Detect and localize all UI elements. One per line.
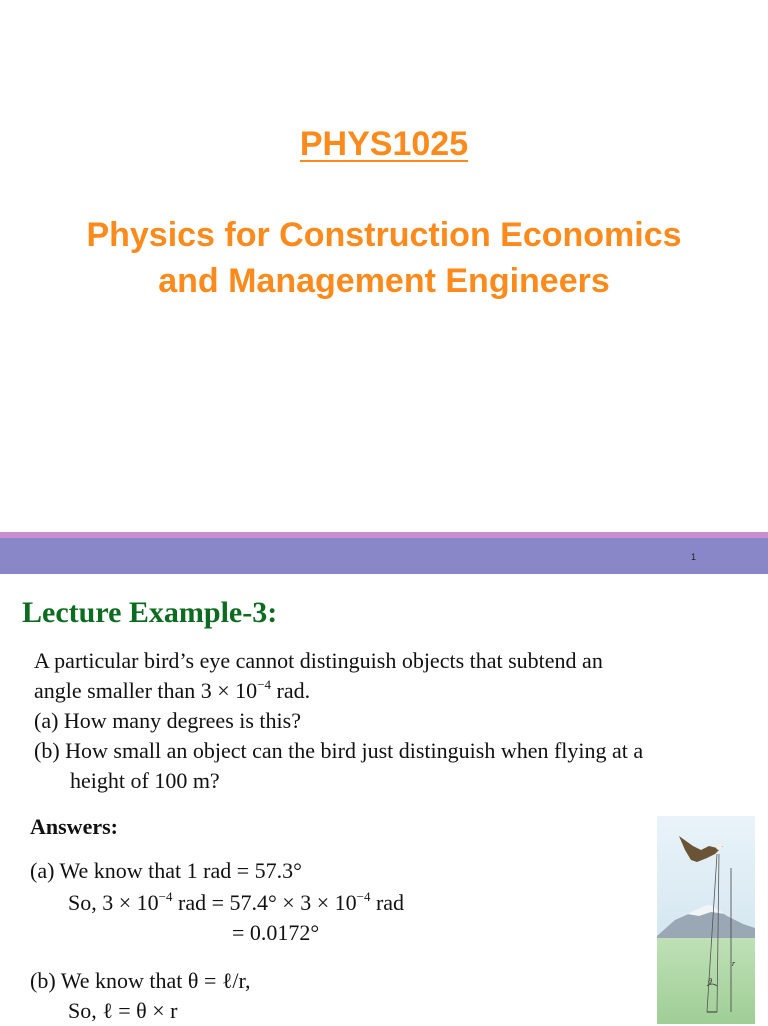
theta-label: θ <box>708 977 712 986</box>
course-title-line-2: and Management Engineers <box>158 262 610 300</box>
example-title: Lecture Example-3: <box>22 596 278 629</box>
r-label: r <box>732 959 736 968</box>
question-part-a: (a) How many degrees is this? <box>34 708 301 733</box>
course-title <box>0 212 768 304</box>
answer-b-line-1: (b) We know that θ = ℓ/r, <box>30 968 251 993</box>
example-slide <box>0 574 768 1024</box>
course-title-line-1: Physics for Construction Economics <box>86 216 682 254</box>
footer-band <box>0 538 768 574</box>
grass-field <box>657 938 755 1024</box>
bird-head <box>716 844 722 850</box>
question-part-b-line-2: height of 100 m? <box>70 768 220 793</box>
bird-illustration <box>657 816 755 1024</box>
question-part-b-line-1: (b) How small an object can the bird just distinguish when flying at a <box>34 738 644 763</box>
course-code: PHYS1025 <box>299 125 469 163</box>
answer-a-line-2: So, $3 \times 10^{-4}$ rad = $57.4^\circ \times 3 \times 10^{-4}$ rad <box>68 889 405 915</box>
page-number: 1 <box>690 552 696 562</box>
answer-b-line-2: So, ℓ = θ × r <box>68 998 178 1023</box>
answer-a-line-1: (a) We know that 1 rad = 57.3° <box>30 858 302 883</box>
answers-label: Answers: <box>30 814 118 839</box>
question-line-2: angle smaller than $3 \times 10^{-4}$ rad. <box>34 677 311 703</box>
question-line-1: A particular bird’s eye cannot distinguish objects that subtend an <box>34 648 603 673</box>
answer-a-line-3: = 0.0172° <box>232 920 320 945</box>
